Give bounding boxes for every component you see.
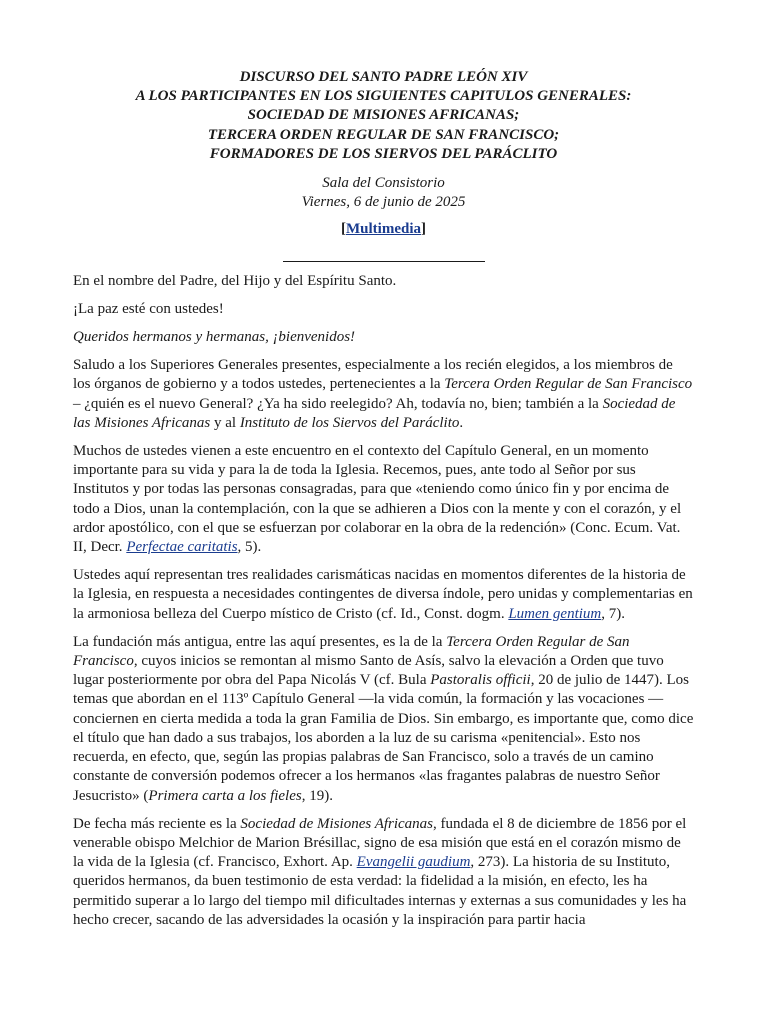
multimedia-bracket [73, 220, 694, 239]
bull-title: Pastoralis officii [430, 672, 531, 689]
order-name: Tercera Orden Regular de San Francisco [73, 633, 630, 670]
text-run: , fundada el 8 de diciembre de 1856 por el venerable obispo Melchior de Marion Brésillac, signo de esa misión que está en el corazón mismo de la vida de la Iglesia (cf. Francisco, Exhort. Ap. [73, 815, 687, 871]
paragraph-salutation [73, 356, 694, 433]
paragraph-charismatic-realities [73, 566, 694, 624]
multimedia-link[interactable]: Multimedia [346, 221, 421, 238]
text-run: , cuyos inicios se remontan al mismo Santo de Asís, salvo la elevación a Orden que tuvo lugar posteriormente por obra del Papa Nicolás V (cf. Bula [73, 653, 664, 689]
title-line: DISCURSO DEL SANTO PADRE LEÓN XIV [239, 69, 528, 85]
document-title [73, 68, 694, 164]
evangelii-gaudium-link[interactable]: Evangelii gaudium [356, 854, 471, 871]
paragraph-franciscan-order [73, 633, 694, 806]
text-run: , 5). [237, 539, 262, 556]
title-line: SOCIEDAD DE MISIONES AFRICANAS; [247, 107, 520, 124]
title-line: A LOS PARTICIPANTES EN LOS SIGUIENTES CAPITULOS GENERALES: [135, 88, 632, 105]
text-run: Muchos de ustedes vienen a este encuentro en el contexto del Capítulo General, en un momento importante para su vida y para la de toda la Iglesia. Recemos, pues, ante todo al Señor por sus Institutos y por todas las personas consagradas, para que «teniendo como único fin y por encima de todo a Dios, unan la contemplación, con la que se adhieren a Dios con la mente y con el corazón, y el ardor apostólico, con el que se esfuerzan por colaborar en la obra de la redención» (Conc. Ecum. Vat. II, Decr. [73, 443, 682, 556]
title-line: TERCERA ORDEN REGULAR DE SAN FRANCISCO; [207, 126, 560, 143]
letter-title: Primera carta a los fieles [148, 787, 302, 804]
text-run: , 273). La historia de su Instituto, queridos hermanos, da buen testimonio de esta verdad: la fidelidad a la misión, en efecto, les ha permitido superar a lo largo del tiempo mil dificultades internas y externas a sus comunidades y les ha hecho crecer, sacando de las adversidades la ocasión y la inspiración para partir hacia [73, 854, 687, 928]
society-name: Sociedad de las Misiones Africanas [73, 395, 676, 431]
date: Viernes, 6 de junio de 2025 [301, 194, 466, 211]
paragraph-welcome [73, 328, 694, 347]
order-name: Tercera Orden Regular de San Francisco [444, 376, 693, 393]
welcome-text: Queridos hermanos y hermanas, ¡bienvenidos! [73, 329, 356, 346]
venue-and-date [73, 174, 694, 212]
society-name: Sociedad de Misiones Africanas [240, 815, 434, 832]
lumen-gentium-link[interactable]: Lumen gentium [508, 605, 602, 622]
title-line: FORMADORES DE LOS SIERVOS DEL PARÁCLITO [209, 145, 558, 162]
perfectae-caritatis-link[interactable]: Perfectae caritatis [126, 539, 238, 556]
separator-rule [283, 250, 485, 262]
text-run: Saludo a los Superiores Generales presentes, especialmente a los recién elegidos, a los miembros de los órganos de gobierno y a todos ustedes, pertenecientes a la [73, 357, 673, 393]
text-run: Ustedes aquí representan tres realidades carismáticas nacidas en momentos diferentes de la historia de la Iglesia, en respuesta a necesidades contingentes de diversa índole, pero unidas y complementarias en la armoniosa belleza del Cuerpo místico de Cristo (cf. Id., Const. dogm. [73, 567, 693, 622]
bracket-open: [ [341, 221, 346, 238]
paragraph-invocation: En el nombre del Padre, del Hijo y del Espíritu Santo. [73, 272, 397, 289]
text-run: , 19). [301, 787, 333, 804]
text-run: – ¿quién es el nuevo General? ¿Ya ha sido reelegido? Ah, todavía no, bien; también a la [73, 395, 603, 412]
paragraph-chapter-context [73, 442, 694, 557]
text-run: . [459, 414, 464, 431]
paragraph-african-missions [73, 815, 694, 930]
text-run: , 7). [601, 605, 625, 622]
institute-name: Instituto de los Siervos del Paráclito [239, 414, 460, 431]
text-run: , 20 de julio de 1447). Los temas que abordan en el 113º Capítulo General —la vida común, la formación y las vocaciones — conciernen en cierta medida a toda la gran Familia de Dios. Sin embargo, es importante que, como dice el título que han dado a sus trabajos, los aborden a la luz de su carisma «penitencial». Esto nos recuerda, en efecto, que, según las propias palabras de San Francisco, solo a través de un camino constante de conversión podemos ofrecer a los hermanos «las fragantes palabras de nuestro Señor Jesucristo» ( [73, 672, 694, 804]
bracket-close: ] [421, 221, 426, 238]
text-run: De fecha más reciente es la [73, 815, 241, 832]
text-run: y al [210, 414, 240, 431]
text-run: La fundación más antigua, entre las aquí presentes, es la de la [73, 633, 447, 650]
venue: Sala del Consistorio [322, 175, 445, 192]
paragraph-greeting: ¡La paz esté con ustedes! [73, 300, 224, 317]
